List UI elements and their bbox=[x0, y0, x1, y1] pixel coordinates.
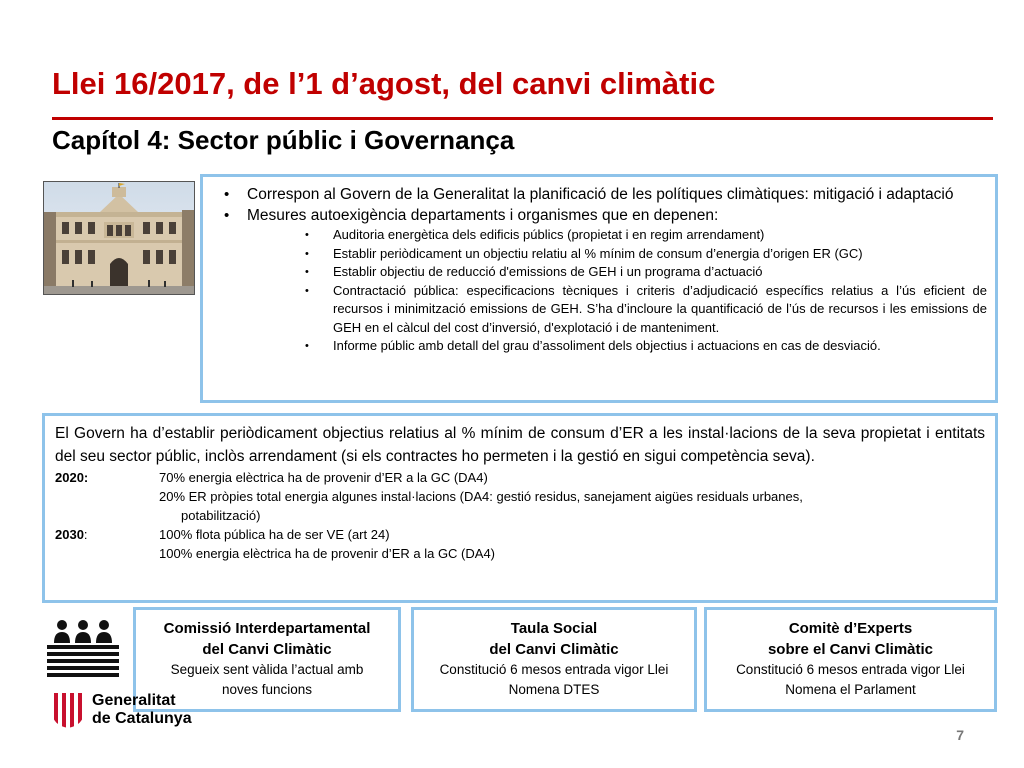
body-desc-line1: Constitució 6 mesos entrada vigor Llei bbox=[439, 662, 669, 677]
target-2030-fleet: 100% flota pública ha de ser VE (art 24) bbox=[159, 527, 390, 542]
bullet-text: Correspon al Govern de la Generalitat la planificació de les polítiques climàtiques: mitigació i adaptació bbox=[247, 186, 954, 203]
bullet-text: Mesures autoexigència departaments i organismes que en depenen: bbox=[247, 207, 719, 224]
slide-subtitle: Capítol 4: Sector públic i Governança bbox=[52, 125, 515, 155]
governance-measures-box bbox=[200, 174, 998, 403]
social-table-box bbox=[411, 607, 697, 712]
target-row-2020-b bbox=[55, 487, 985, 506]
body-desc-line2: Nomena el Parlament bbox=[785, 681, 916, 697]
council-meeting-icon bbox=[44, 619, 122, 679]
title-underline bbox=[52, 117, 993, 120]
target-2020-own-renewables-cont: potabilització) bbox=[181, 508, 261, 523]
body-title-line2: del Canvi Climàtic bbox=[489, 641, 619, 658]
sub-bullet-item: • Establir objectiu de reducció d'emissions de GEH i un programa d’actuació bbox=[247, 263, 987, 282]
target-2020-own-renewables: 20% ER pròpies total energia algunes instal·lacions (DA4: gestió residus, sanejament aigües residuals urbanes, bbox=[159, 489, 803, 504]
experts-committee-box bbox=[704, 607, 997, 712]
sub-bullet-item: • Informe públic amb detall del grau d’assoliment dels objectius i actuacions en cas de desviació. bbox=[247, 337, 987, 356]
bullet-item bbox=[211, 184, 987, 205]
sub-bullet-item: • Establir periòdicament un objectiu relatiu al % mínim de consum d’energia d’origen ER (GC) bbox=[247, 245, 987, 264]
year-label-2030: 2030: bbox=[55, 527, 88, 542]
bullet-item bbox=[211, 205, 987, 356]
body-title-line2: del Canvi Climàtic bbox=[202, 641, 332, 658]
body-title-line1: Comissió Interdepartamental bbox=[163, 620, 371, 637]
sub-bullet-item: • Auditoria energètica dels edificis públics (propietat i en regim arrendament) bbox=[247, 226, 987, 245]
senyera-logo-icon bbox=[50, 691, 86, 729]
government-building-photo bbox=[43, 181, 195, 295]
body-title-line2: sobre el Canvi Climàtic bbox=[767, 641, 934, 658]
body-title-line1: Comitè d’Experts bbox=[788, 620, 913, 637]
sub-bullet-item: • Contractació pública: especificacions tècniques i criteris d’adjudicació específics relatius a l’ús eficient de recursos i minimització emissions de GEH. S’ha d’incloure la quantificació de l’ús de recursos i les emissions de GEH en el càlcul del cost d’inversió, d'explotació i de manteniment. bbox=[247, 282, 987, 338]
body-title-line1: Taula Social bbox=[510, 620, 598, 637]
targets-intro-text: El Govern ha d’establir periòdicament objectius relatius al % mínim de consum d’ER a les instal·lacions de la seva propietat i entitats del seu sector públic, inclòs arrendament (si els contractes ho permeten i la gestió en sigui competència seva). bbox=[55, 425, 985, 465]
target-row-2020 bbox=[55, 468, 985, 487]
target-row-2030-b bbox=[55, 544, 985, 563]
logo-line2: de Catalunya bbox=[92, 710, 192, 727]
target-2020-electricity: 70% energia elèctrica ha de provenir d’ER a la GC (DA4) bbox=[159, 470, 488, 485]
body-desc-line2: Nomena DTES bbox=[508, 681, 600, 697]
logo-line1: Generalitat bbox=[92, 692, 176, 709]
page-number: 7 bbox=[956, 727, 964, 743]
slide-title: Llei 16/2017, de l’1 d’agost, del canvi climàtic bbox=[52, 66, 716, 101]
body-desc-line1: Constitució 6 mesos entrada vigor Llei bbox=[736, 662, 965, 677]
target-row-2030 bbox=[55, 525, 985, 544]
renewable-targets-box bbox=[42, 413, 998, 603]
target-2030-electricity: 100% energia elèctrica ha de provenir d’ER a la GC (DA4) bbox=[159, 546, 496, 561]
main-bullet-list bbox=[211, 184, 987, 356]
sub-bullet-list bbox=[247, 226, 987, 356]
year-label-2020: 2020: bbox=[55, 470, 89, 485]
generalitat-logo-text bbox=[92, 692, 192, 728]
body-desc-line2: noves funcions bbox=[221, 681, 313, 697]
body-desc-line1: Segueix sent vàlida l’actual amb bbox=[170, 662, 364, 677]
